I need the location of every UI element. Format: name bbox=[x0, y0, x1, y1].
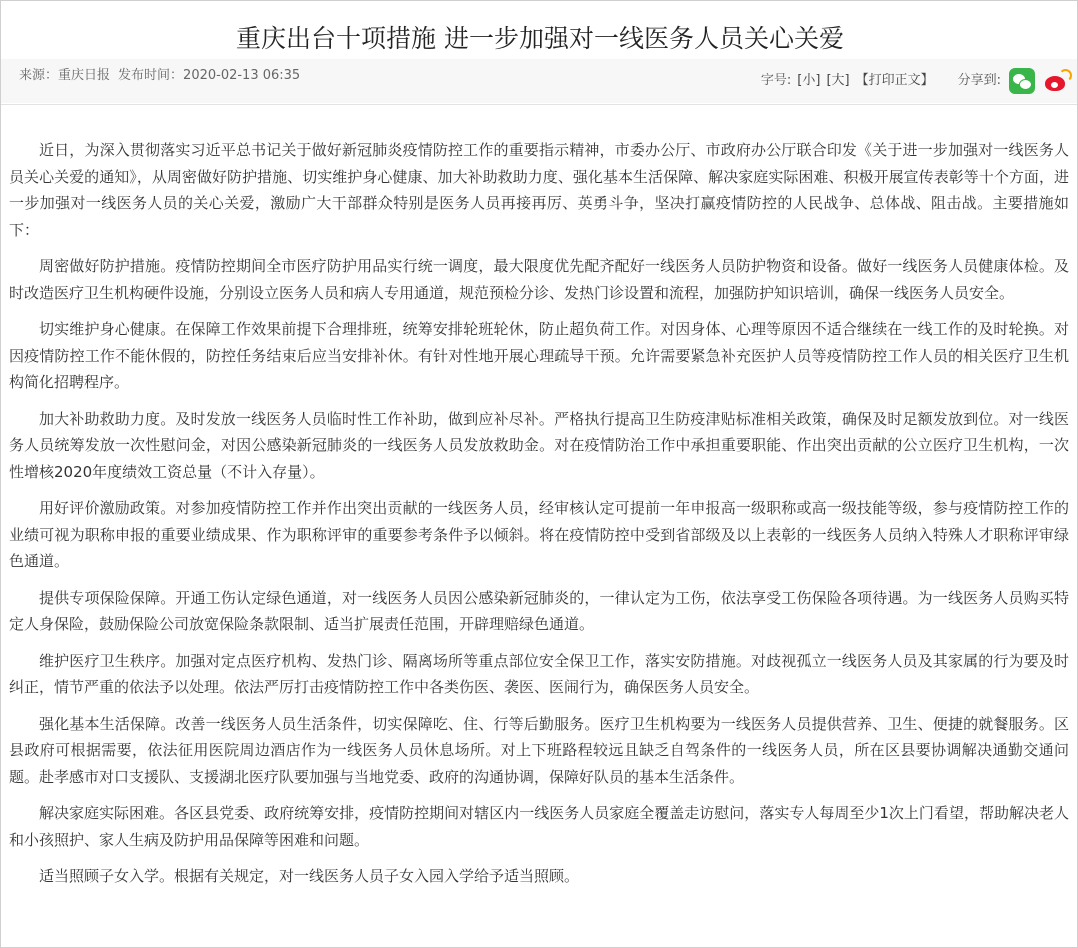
font-size-label: 字号: bbox=[760, 73, 792, 88]
publish-time: 2020-02-13 06:35 bbox=[183, 68, 301, 83]
time-label: 发布时间： bbox=[118, 68, 184, 83]
paragraph: 提供专项保险保障。开通工伤认定绿色通道，对一线医务人员因公感染新冠肺炎的，一律认定为工伤，依法享受工伤保险各项待遇。为一线医务人员购买特定人身保险，鼓励保险公司放宽保险条款限制、适当扩展责任范围，开辟理赔绿色通道。 bbox=[9, 588, 1069, 633]
article-title: 重庆出台十项措施 进一步加强对一线医务人员关心关爱 bbox=[236, 23, 844, 53]
font-small-link[interactable]: [小] bbox=[797, 73, 821, 88]
paragraph: 用好评价激励政策。对参加疫情防控工作并作出突出贡献的一线医务人员，经审核认定可提前一年申报高一级职称或高一级技能等级，参与疫情防控工作的业绩可视为职称申报的重要业绩成果、作为职称评审的重要参考条件予以倾斜。将在疫情防控中受到省部级及以上表彰的一线医务人员纳入特殊人才职称评审绿色通道。 bbox=[9, 499, 1069, 570]
paragraph: 强化基本生活保障。改善一线医务人员生活条件，切实保障吃、住、行等后勤服务。医疗卫生机构要为一线医务人员提供营养、卫生、便捷的就餐服务。区县政府可根据需要，依法征用医院周边酒店作为一线医务人员休息场所。对上下班路程较远且缺乏自驾条件的一线医务人员，所在区县要协调解决通勤交通问题。赴孝感市对口支援队、支援湖北医疗队要加强与当地党委、政府的沟通协调，保障好队员的基本生活条件。 bbox=[9, 714, 1069, 786]
weibo-icon[interactable] bbox=[1043, 68, 1069, 94]
source-label: 来源： bbox=[19, 68, 59, 83]
article-tools bbox=[761, 68, 1069, 94]
article-meta bbox=[19, 66, 300, 86]
share-label: 分享到: bbox=[957, 73, 1001, 88]
font-large-link[interactable]: [大] bbox=[826, 73, 850, 88]
paragraph: 近日，为深入贯彻落实习近平总书记关于做好新冠肺炎疫情防控工作的重要指示精神，市委办公厅、市政府办公厅联合印发《关于进一步加强对一线医务人员关心关爱的通知》，从周密做好防护措施、切实维护身心健康、加大补助救助力度、强化基本生活保障、解决家庭实际困难、积极开展宣传表彰等十个方面，进一步加强对一线医务人员的关心关爱，激励广大干部群众特别是医务人员再接再厉、英勇斗争，坚决打赢疫情防控的人民战争、总体战、阻击战。主要措施如下： bbox=[9, 141, 1069, 239]
paragraph: 维护医疗卫生秩序。加强对定点医疗机构、发热门诊、隔离场所等重点部位安全保卫工作，落实安防措施。对歧视孤立一线医务人员及其家属的行为要及时纠正，情节严重的依法予以处理。依法严厉打击疫情防控工作中各类伤医、袭医、医闹行为，确保医务人员安全。 bbox=[9, 651, 1069, 696]
paragraph: 解决家庭实际困难。各区县党委、政府统筹安排，疫情防控期间对辖区内一线医务人员家庭全覆盖走访慰问，落实专人每周至少1次上门看望，帮助解决老人和小孩照护、家人生病及防护用品保障等困难和问题。 bbox=[9, 804, 1069, 849]
paragraph: 适当照顾子女入学。根据有关规定，对一线医务人员子女入园入学给予适当照顾。 bbox=[39, 867, 580, 885]
divider bbox=[1, 104, 1078, 105]
paragraph: 周密做好防护措施。疫情防控期间全市医疗防护用品实行统一调度，最大限度优先配齐配好一线医务人员防护物资和设备。做好一线医务人员健康体检。及时改造医疗卫生机构硬件设施，分别设立医务人员和病人专用通道，规范预检分诊、发热门诊设置和流程，加强防护知识培训，确保一线医务人员安全。 bbox=[9, 257, 1069, 302]
wechat-icon[interactable] bbox=[1009, 68, 1035, 94]
paragraph: 加大补助救助力度。及时发放一线医务人员临时性工作补助，做到应补尽补。严格执行提高卫生防疫津贴标准相关政策，确保及时足额发放到位。对一线医务人员统筹发放一次性慰问金，对因公感染新冠肺炎的一线医务人员发放救助金。对在疫情防治工作中承担重要职能、作出突出贡献的公立医疗卫生机构，一次性增核2020年度绩效工资总量（不计入存量）。 bbox=[9, 409, 1069, 481]
paragraph: 切实维护身心健康。在保障工作效果前提下合理排班，统筹安排轮班轮休，防止超负荷工作。对因身体、心理等原因不适合继续在一线工作的及时轮换。对因疫情防控工作不能休假的，防控任务结束后应当安排补休。有针对性地开展心理疏导干预。允许需要紧急补充医护人员等疫情防控工作人员的相关医疗卫生机构简化招聘程序。 bbox=[9, 320, 1069, 391]
article-meta-bar bbox=[1, 59, 1078, 103]
print-link[interactable]: 【打印正文】 bbox=[855, 73, 934, 88]
article-body bbox=[9, 137, 1069, 900]
source-value: 重庆日报 bbox=[58, 68, 111, 83]
